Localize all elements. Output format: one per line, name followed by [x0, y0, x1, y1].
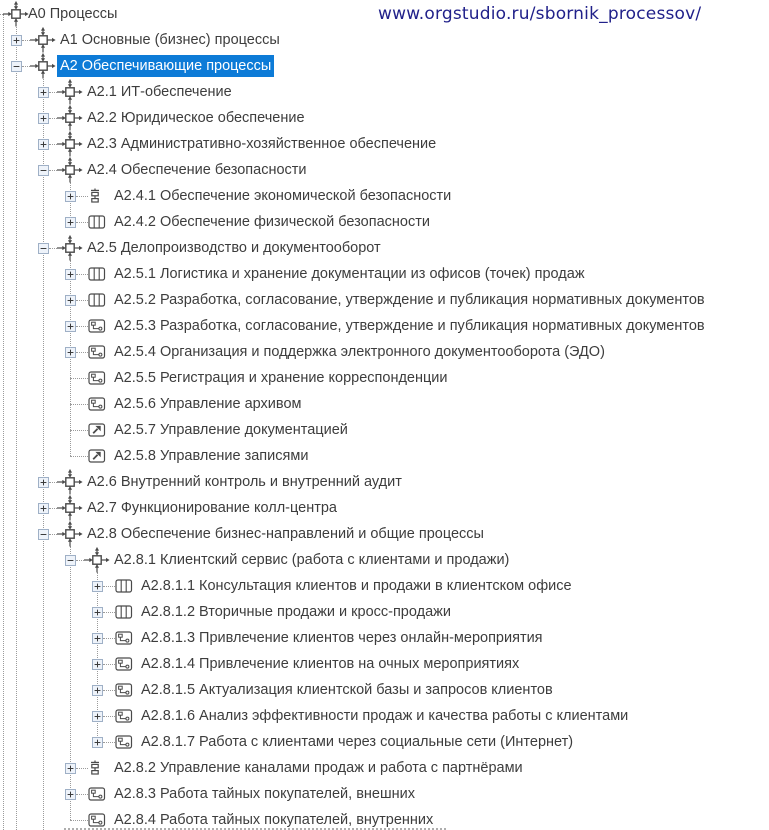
tree-connector	[103, 664, 116, 665]
tree-node-label[interactable]: А2.8.1.2 Вторичные продажи и кросс-продажи	[141, 604, 451, 620]
tree-node-label[interactable]: А0 Процессы	[28, 6, 118, 22]
expand-plus-toggle[interactable]	[92, 633, 103, 644]
tree-connector	[103, 612, 116, 613]
tree-node-label[interactable]: А2.5.1 Логистика и хранение документации из офисов (точек) продаж	[114, 266, 585, 282]
tree-guide-line	[70, 260, 71, 456]
flowchart-icon[interactable]	[115, 656, 133, 677]
tree-connector	[49, 508, 58, 509]
tree-connector	[76, 794, 89, 795]
tree-node-label[interactable]: А2.4.2 Обеспечение физической безопасности	[114, 214, 430, 230]
tree-connector	[49, 482, 58, 483]
tree-node-label[interactable]: А2.8.4 Работа тайных покупателей, внутренних	[114, 812, 434, 828]
flowchart-icon[interactable]	[115, 630, 133, 651]
swimlane-table-icon[interactable]	[88, 266, 106, 287]
tree-connector	[76, 352, 89, 353]
expand-plus-toggle[interactable]	[92, 685, 103, 696]
tree-node-label[interactable]: А2.5.4 Организация и поддержка электронного документооборота (ЭДО)	[114, 344, 605, 360]
tree-connector	[103, 586, 116, 587]
swimlane-table-icon[interactable]	[115, 578, 133, 599]
idef0-process-icon[interactable]	[57, 235, 83, 266]
expand-plus-toggle[interactable]	[92, 711, 103, 722]
tree-connector	[103, 638, 116, 639]
expand-plus-toggle[interactable]	[65, 347, 76, 358]
collapse-minus-toggle[interactable]	[38, 165, 49, 176]
swimlane-table-icon[interactable]	[88, 214, 106, 235]
expand-plus-toggle[interactable]	[38, 139, 49, 150]
expand-plus-toggle[interactable]	[92, 581, 103, 592]
tree-node-label[interactable]: А1 Основные (бизнес) процессы	[60, 32, 280, 48]
tree-node-label[interactable]: А2.5.8 Управление записями	[114, 448, 309, 464]
tree-connector	[76, 560, 85, 561]
tree-connector	[76, 274, 89, 275]
tree-node-label[interactable]: А2.8.2 Управление каналами продаж и работа с партнёрами	[114, 760, 523, 776]
tree-connector	[103, 716, 116, 717]
flowchart-icon[interactable]	[88, 344, 106, 365]
tree-connector	[70, 378, 88, 379]
tree-node-label[interactable]: А2.4.1 Обеспечение экономической безопасности	[114, 188, 452, 204]
tree-connector	[22, 40, 31, 41]
tree-node-label[interactable]: А2.8.1.1 Консультация клиентов и продажи в клиентском офисе	[141, 578, 572, 594]
swimlane-table-icon[interactable]	[115, 604, 133, 625]
tree-node-label[interactable]: А2.5.6 Управление архивом	[114, 396, 302, 412]
tree-node-label[interactable]: А2.6 Внутренний контроль и внутренний аудит	[87, 474, 402, 490]
idef0-process-icon[interactable]	[84, 547, 110, 578]
collapse-minus-toggle[interactable]	[11, 61, 22, 72]
tree-connector	[49, 248, 58, 249]
collapse-minus-toggle[interactable]	[38, 529, 49, 540]
expand-plus-toggle[interactable]	[38, 87, 49, 98]
tree-node-label[interactable]: А2.5.7 Управление документацией	[114, 422, 348, 438]
tree-node-label[interactable]: А2.1 ИТ-обеспечение	[87, 84, 232, 100]
tree-connector	[76, 300, 89, 301]
tree-node-label[interactable]: А2.8.1.5 Актуализация клиентской базы и запросов клиентов	[141, 682, 553, 698]
tree-node-label[interactable]: А2.3 Административно-хозяйственное обеспечение	[87, 136, 437, 152]
tree-node-label[interactable]: А2.7 Функционирование колл-центра	[87, 500, 337, 516]
tree-node-label[interactable]: А2.5.3 Разработка, согласование, утверждение и публикация нормативных документов	[114, 318, 705, 334]
expand-plus-toggle[interactable]	[65, 269, 76, 280]
collapse-minus-toggle[interactable]	[65, 555, 76, 566]
expand-plus-toggle[interactable]	[65, 763, 76, 774]
idef0-process-icon[interactable]	[57, 521, 83, 552]
expand-plus-toggle[interactable]	[65, 321, 76, 332]
tree-node-label[interactable]: А2.8.1.6 Анализ эффективности продаж и качества работы с клиентами	[141, 708, 629, 724]
tree-connector	[76, 768, 89, 769]
flowchart-icon[interactable]	[115, 734, 133, 755]
flowchart-icon[interactable]	[115, 682, 133, 703]
tree-node-label[interactable]: А2.5.2 Разработка, согласование, утверждение и публикация нормативных документов	[114, 292, 705, 308]
tree-node-label[interactable]: А2.8.1.7 Работа с клиентами через социальные сети (Интернет)	[141, 734, 574, 750]
tree-connector	[70, 456, 88, 457]
site-url-link[interactable]: www.orgstudio.ru/sbornik_processov/	[378, 4, 702, 24]
hierarchy-icon[interactable]	[88, 760, 102, 783]
tree-connector	[70, 820, 88, 821]
tree-connector	[22, 66, 31, 67]
tree-node-label[interactable]: А2.5 Делопроизводство и документооборот	[87, 240, 381, 256]
expand-plus-toggle[interactable]	[92, 607, 103, 618]
link-arrow-icon[interactable]	[88, 422, 106, 443]
expand-plus-toggle[interactable]	[38, 503, 49, 514]
tree-guide-line	[43, 79, 44, 830]
flowchart-icon[interactable]	[88, 396, 106, 417]
expand-plus-toggle[interactable]	[92, 659, 103, 670]
tree-guide-line	[3, 14, 4, 830]
tree-guide-line	[16, 27, 17, 830]
tree-connector	[49, 534, 58, 535]
tree-connector	[49, 118, 58, 119]
tree-connector	[103, 690, 116, 691]
expand-plus-toggle[interactable]	[65, 789, 76, 800]
tree-node-label[interactable]: А2.8.1.3 Привлечение клиентов через онлайн-мероприятия	[141, 630, 543, 646]
tree-node-label[interactable]: А2.8.1.4 Привлечение клиентов на очных мероприятиях	[141, 656, 520, 672]
idef0-process-icon[interactable]	[57, 157, 83, 188]
tree-connector	[103, 742, 116, 743]
tree-connector	[49, 92, 58, 93]
tree-node-label[interactable]: А2.2 Юридическое обеспечение	[87, 110, 305, 126]
tree-node-label[interactable]: А2.8.1 Клиентский сервис (работа с клиентами и продажи)	[114, 552, 510, 568]
expand-plus-toggle[interactable]	[65, 191, 76, 202]
expand-plus-toggle[interactable]	[65, 217, 76, 228]
flowchart-icon[interactable]	[88, 786, 106, 807]
expand-plus-toggle[interactable]	[92, 737, 103, 748]
tree-guide-line	[70, 546, 71, 820]
flowchart-icon[interactable]	[88, 370, 106, 391]
expand-plus-toggle[interactable]	[38, 113, 49, 124]
hierarchy-icon[interactable]	[88, 188, 102, 211]
tree-connector	[49, 144, 58, 145]
idef0-process-icon[interactable]	[30, 53, 56, 84]
expand-plus-toggle[interactable]	[11, 35, 22, 46]
tree-connector	[76, 196, 89, 197]
tree-node-label[interactable]: А2 Обеспечивающие процессы	[57, 55, 274, 77]
tree-node-label[interactable]: А2.8 Обеспечение бизнес-направлений и общие процессы	[87, 526, 484, 542]
tree-node-label[interactable]: А2.8.3 Работа тайных покупателей, внешних	[114, 786, 415, 802]
tree-connector	[76, 222, 89, 223]
expand-plus-toggle[interactable]	[38, 477, 49, 488]
swimlane-table-icon[interactable]	[88, 292, 106, 313]
collapse-minus-toggle[interactable]	[38, 243, 49, 254]
tree-node-label[interactable]: А2.5.5 Регистрация и хранение корреспонденции	[114, 370, 448, 386]
tree-node-label[interactable]: А2.4 Обеспечение безопасности	[87, 162, 307, 178]
tree-connector	[76, 326, 89, 327]
link-arrow-icon[interactable]	[88, 448, 106, 469]
flowchart-icon[interactable]	[88, 318, 106, 339]
expand-plus-toggle[interactable]	[65, 295, 76, 306]
tree-connector	[49, 170, 58, 171]
tree-connector	[70, 430, 88, 431]
tree-connector	[70, 404, 88, 405]
flowchart-icon[interactable]	[115, 708, 133, 729]
